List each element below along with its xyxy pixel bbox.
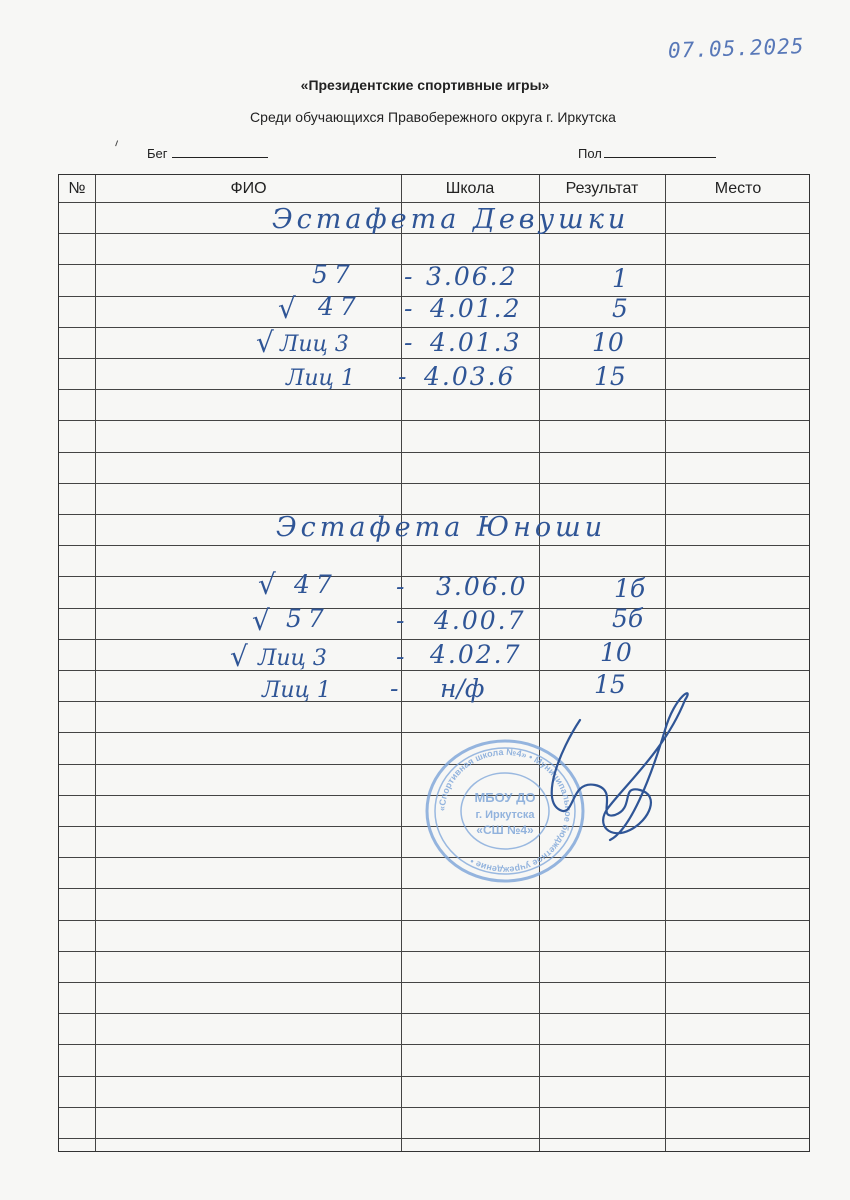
girls-row-4-place: 15: [594, 362, 626, 391]
table-row-line: [59, 202, 809, 203]
boys-row-4-dash: -: [390, 674, 399, 703]
boys-row-3-school: Лиц 3: [258, 646, 327, 671]
document-subtitle: Среди обучающихся Правобережного округа г. Иркутска: [250, 109, 616, 125]
run-field: [147, 145, 268, 161]
girls-row-2-check: √: [278, 292, 296, 325]
boys-row-2-school: 57: [286, 604, 330, 633]
header-name: ФИО: [230, 180, 267, 197]
table-row-line: [59, 1076, 809, 1077]
girls-row-4-school: Лиц 1: [286, 366, 355, 391]
table-row-line: [59, 1138, 809, 1139]
table-row-line: [59, 1013, 809, 1014]
seal-line-2: г. Иркутска: [475, 809, 535, 821]
table-row-line: [59, 951, 809, 952]
seal-line-3: «СШ №4»: [476, 823, 534, 837]
boys-row-4-place: 15: [594, 670, 626, 699]
table-row-line: [59, 670, 809, 671]
sex-field: [578, 145, 716, 161]
boys-row-4-result: н/ф: [440, 674, 485, 703]
boys-row-2-result: 4.00.7: [434, 606, 526, 635]
girls-row-3-result: 4.01.3: [430, 328, 522, 357]
table-row-line: [59, 1044, 809, 1045]
table-row-line: [59, 1107, 809, 1108]
girls-row-3-place: 10: [592, 328, 624, 357]
signature-stroke: [552, 693, 688, 840]
header-school: Школа: [445, 180, 495, 197]
sex-label: Пол: [578, 146, 602, 161]
table-row-line: [59, 358, 809, 359]
table-column-line: [95, 175, 96, 1151]
table-row-line: [59, 888, 809, 889]
boys-row-3-result: 4.02.7: [430, 640, 522, 669]
pen-tick-mark: [115, 140, 122, 147]
sex-blank-line: [604, 145, 716, 158]
girls-row-1-place: 1: [612, 264, 628, 293]
section-title-boys: Эстафета Юноши: [276, 512, 607, 543]
girls-row-4-dash: -: [398, 362, 407, 391]
boys-row-1-dash: -: [396, 572, 405, 601]
boys-row-2-place: 5б: [612, 604, 644, 633]
boys-row-3-place: 10: [600, 638, 632, 667]
girls-row-2-result: 4.01.2: [430, 294, 522, 323]
girls-row-4-result: 4.03.6: [424, 362, 516, 391]
table-row-line: [59, 545, 809, 546]
girls-row-2-school: 47: [318, 292, 362, 321]
boys-row-1-result: 3.06.0: [436, 572, 528, 601]
table-row-line: [59, 576, 809, 577]
boys-row-4-school: Лиц 1: [262, 678, 331, 703]
girls-row-2-dash: -: [404, 294, 413, 323]
header-number: №: [68, 180, 86, 197]
boys-row-3-check: √: [230, 640, 248, 673]
girls-row-2-place: 5: [612, 294, 628, 323]
table-row-line: [59, 483, 809, 484]
section-title-girls: Эстафета Девушки: [272, 204, 630, 235]
table-row-line: [59, 420, 809, 421]
seal-line-1: МБОУ ДО: [474, 790, 536, 805]
table-column-line: [665, 175, 666, 1151]
run-blank-line: [172, 145, 268, 158]
table-row-line: [59, 920, 809, 921]
run-label: Бег: [147, 146, 168, 161]
handwritten-date: 07.05.2025: [667, 34, 805, 63]
girls-row-1-dash: -: [404, 262, 413, 291]
table-row-line: [59, 452, 809, 453]
header-result: Результат: [565, 180, 639, 197]
boys-row-2-dash: -: [396, 606, 405, 635]
boys-row-2-check: √: [252, 604, 270, 637]
document-title: «Президентские спортивные игры»: [300, 77, 550, 93]
table-row-line: [59, 982, 809, 983]
boys-row-1-check: √: [258, 568, 276, 601]
girls-row-1-school: 57: [312, 260, 356, 289]
table-column-line: [539, 175, 540, 1151]
seal-ring-textpath: «Спортивная школа №4» • Муниципальное бюджетное учреждение •: [436, 746, 574, 876]
girls-row-3-dash: -: [404, 328, 413, 357]
signature: [500, 690, 700, 850]
girls-row-1-result: 3.06.2: [426, 262, 518, 291]
header-place: Место: [714, 180, 762, 197]
girls-row-3-check: √: [256, 326, 274, 359]
boys-row-1-school: 47: [294, 570, 338, 599]
boys-row-3-dash: -: [396, 642, 405, 671]
girls-row-3-school: Лиц 3: [280, 332, 349, 357]
boys-row-1-place: 1б: [614, 574, 646, 603]
